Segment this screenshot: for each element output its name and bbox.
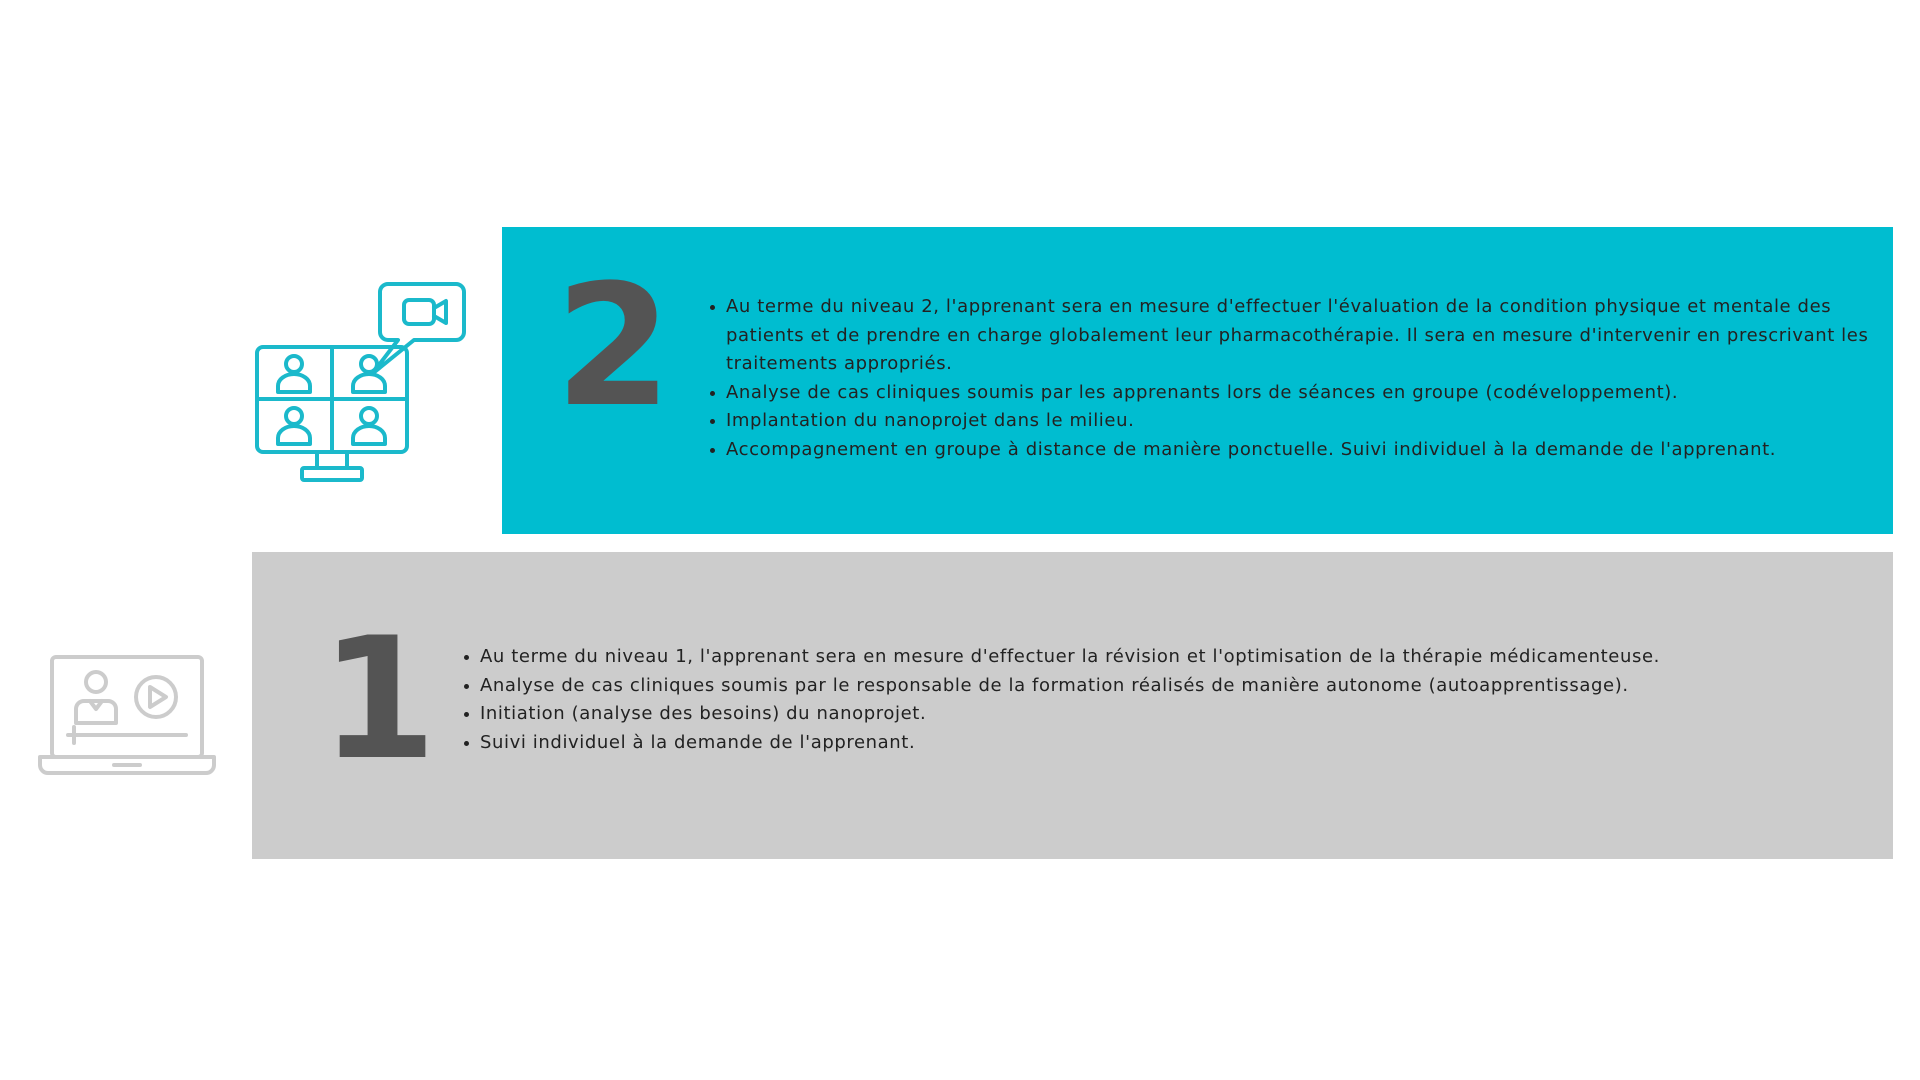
level-2-number: 2 <box>555 248 672 444</box>
level-2-item: Implantation du nanoprojet dans le milieu. <box>726 407 1876 436</box>
video-conference-monitor-icon <box>254 282 466 490</box>
level-2-item: Analyse de cas cliniques soumis par les apprenants lors de séances en groupe (codéveloppement). <box>726 379 1876 408</box>
level-2-list <box>706 293 1876 464</box>
level-1-number: 1 <box>320 601 437 797</box>
level-1-item: Au terme du niveau 1, l'apprenant sera en mesure d'effectuer la révision et l'optimisation de la thérapie médicamenteuse. <box>480 643 1860 672</box>
level-1-list <box>460 643 1860 757</box>
level-1-item: Analyse de cas cliniques soumis par le responsable de la formation réalisés de manière autonome (autoapprentissage). <box>480 672 1860 701</box>
level-1-item: Suivi individuel à la demande de l'apprenant. <box>480 729 1860 758</box>
level-2-item: Accompagnement en groupe à distance de manière ponctuelle. Suivi individuel à la demande de l'apprenant. <box>726 436 1876 465</box>
level-1-item: Initiation (analyse des besoins) du nanoprojet. <box>480 700 1860 729</box>
laptop-video-lesson-icon <box>38 655 216 775</box>
level-2-item: Au terme du niveau 2, l'apprenant sera en mesure d'effectuer l'évaluation de la condition physique et mentale des patients et de prendre en charge globalement leur pharmacothérapie. Il sera en mesure d'intervenir en prescrivant les traitements appropriés. <box>726 293 1876 379</box>
